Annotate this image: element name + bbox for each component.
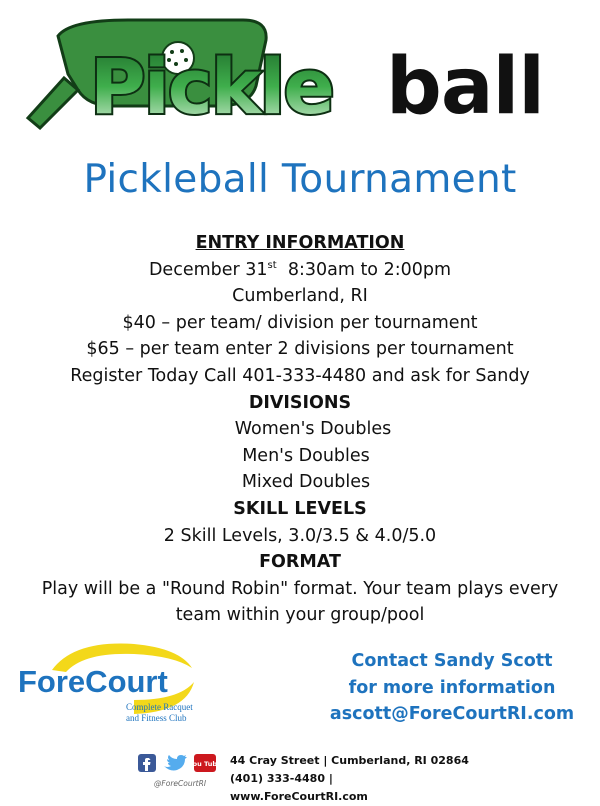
entry-time: 8:30am to 2:00pm (287, 259, 452, 280)
forecourt-tagline-2: and Fitness Club (126, 713, 187, 723)
forecourt-logo (14, 640, 214, 735)
forecourt-tagline-1: Complete Racquet (126, 702, 193, 712)
division-item: Women's Doubles (234, 419, 392, 440)
address-block (230, 752, 470, 806)
address-line2: (401) 333-4480 | www.ForeCourtRI.com (230, 772, 368, 803)
skill-levels-text: 2 Skill Levels, 3.0/3.5 & 4.0/5.0 (163, 525, 437, 546)
contact-block (318, 648, 586, 728)
skill-heading: SKILL LEVELS (233, 498, 367, 519)
social-icons (134, 752, 226, 792)
tournament-info (0, 230, 600, 629)
logo-word-pickle: Pickle (90, 42, 333, 130)
twitter-icon (164, 755, 187, 771)
entry-date-suffix: st (267, 259, 277, 271)
contact-line2: for more information (348, 677, 556, 698)
contact-line1: Contact Sandy Scott (351, 651, 553, 671)
divisions-heading: DIVISIONS (248, 392, 352, 413)
youtube-icon-text: You Tube (188, 760, 222, 768)
entry-register: Register Today Call 401-333-4480 and ask for Sandy (70, 365, 530, 386)
entry-heading: ENTRY INFORMATION (195, 233, 405, 253)
entry-date: December 31 (148, 259, 268, 280)
forecourt-name: ForeCourt (18, 664, 168, 699)
youtube-icon (188, 754, 222, 772)
social-handle: @ForeCourtRI (153, 779, 207, 788)
facebook-icon (138, 754, 156, 772)
entry-location: Cumberland, RI (232, 286, 368, 307)
format-text-line1: Play will be a "Round Robin" format. Your team plays every (41, 578, 559, 599)
format-heading: FORMAT (259, 552, 341, 573)
page-title: Pickleball Tournament (83, 157, 517, 202)
format-text-line2: team within your group/pool (175, 605, 425, 626)
pickleball-logo (18, 18, 582, 130)
entry-price-one-division: $40 – per team/ division per tournament (122, 312, 478, 333)
entry-price-two-divisions: $65 – per team enter 2 divisions per tournament (86, 339, 514, 360)
address-line1: 44 Cray Street | Cumberland, RI 02864 (230, 754, 469, 767)
entry-date-time (0, 257, 600, 284)
logo-word-ball: ball (386, 42, 544, 130)
division-item: Men's Doubles (242, 445, 370, 466)
contact-email: ascott@ForeCourtRI.com (329, 704, 575, 724)
division-item: Mixed Doubles (241, 472, 371, 493)
